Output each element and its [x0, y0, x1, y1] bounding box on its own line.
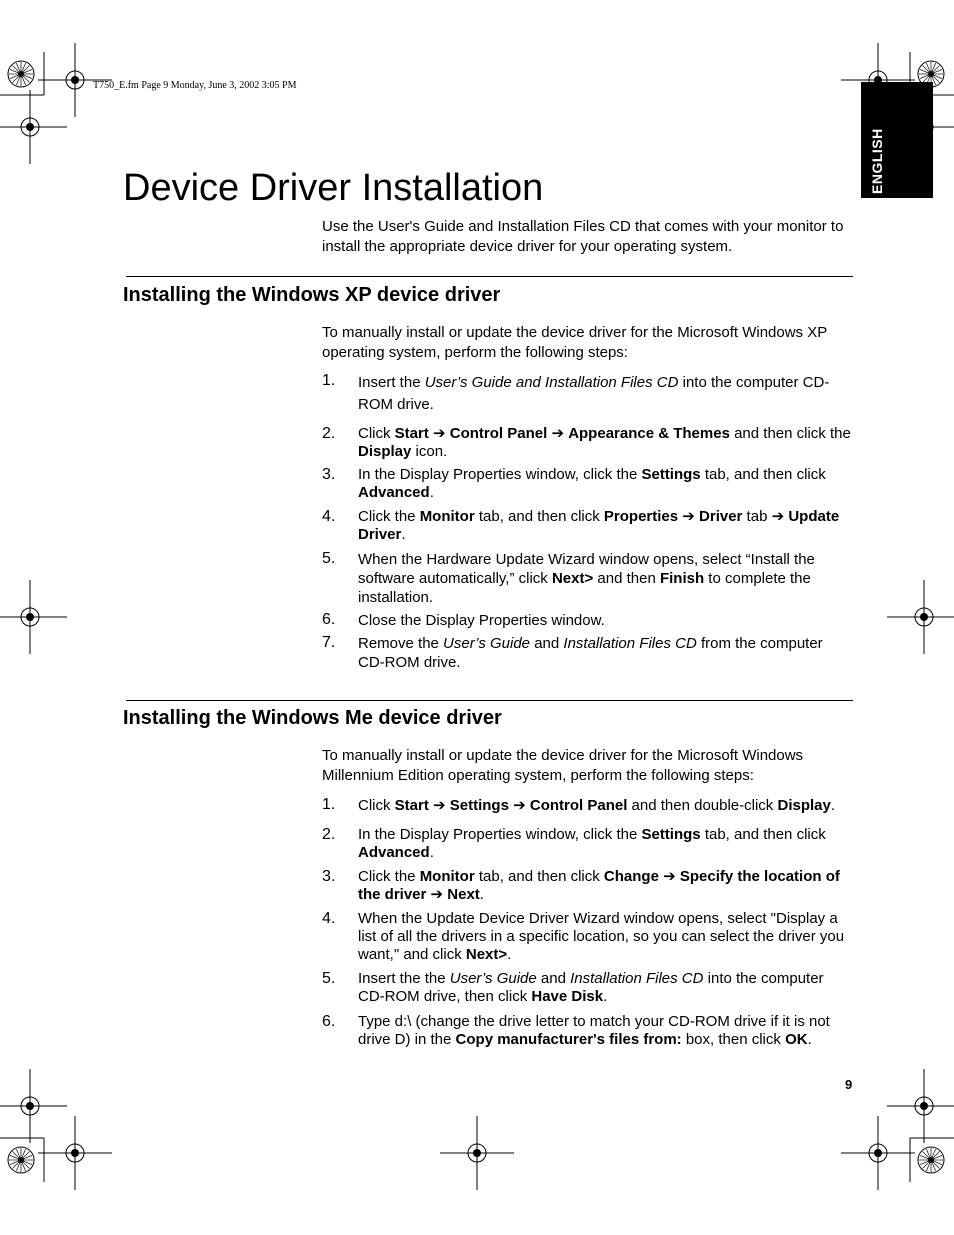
bold-term: Control Panel	[529, 797, 628, 814]
italic-term: Installation Files CD	[570, 970, 704, 987]
bold-term: Properties	[603, 508, 679, 525]
italic-term: Installation Files CD	[563, 635, 697, 652]
bold-term: Change	[603, 868, 659, 885]
bold-term: Next>	[465, 946, 508, 963]
bold-term: Next	[447, 886, 480, 903]
step-number: 4.	[322, 508, 336, 525]
step-text: Type d:\ (change the drive letter to match your CD-ROM drive if it is not drive D) in the Copy manufacturer's files from: box, then click OK.	[358, 1013, 830, 1048]
step-number: 4.	[322, 910, 336, 927]
page-number: 9	[845, 1077, 853, 1092]
bold-term: OK	[785, 1031, 808, 1048]
step-number: 6.	[322, 1013, 336, 1030]
section-title-xp: Installing the Windows XP device driver	[123, 284, 501, 306]
italic-term: User’s Guide and Installation Files CD	[424, 374, 679, 391]
bold-term: Monitor	[419, 868, 475, 885]
bold-term: Copy manufacturer's files from:	[455, 1031, 682, 1048]
step-number: 2.	[322, 425, 336, 442]
bold-term: Appearance & Themes	[568, 425, 730, 442]
bold-term: Next>	[551, 570, 594, 587]
section-intro-xp: To manually install or update the device driver for the Microsoft Windows XP operating system, perform the following steps:	[322, 324, 827, 361]
step-number: 5.	[322, 970, 336, 987]
bold-term: Finish	[659, 570, 705, 587]
bold-term: Have Disk	[531, 988, 604, 1005]
page-title: Device Driver Installation	[123, 167, 544, 209]
section-divider	[126, 276, 853, 277]
step-number: 1.	[322, 796, 336, 813]
page-intro: Use the User's Guide and Installation Files CD that comes with your monitor to install the appropriate device driver for your operating system.	[322, 218, 844, 255]
step-number: 3.	[322, 868, 336, 885]
bold-term: Advanced	[358, 484, 430, 501]
step-number: 2.	[322, 826, 336, 843]
language-tab-label: ENGLISH	[869, 128, 885, 194]
step-text: Close the Display Properties window.	[358, 612, 605, 629]
bold-term: Monitor	[419, 508, 475, 525]
section-divider	[126, 700, 853, 701]
step-number: 5.	[322, 550, 336, 567]
italic-term: User’s Guide	[449, 970, 537, 987]
section-intro-me: To manually install or update the device driver for the Microsoft Windows Millennium Edition operating system, perform the following steps:	[322, 747, 804, 784]
language-tab	[861, 82, 933, 198]
bold-term: Update Driver	[358, 508, 840, 543]
step-number: 6.	[322, 611, 336, 628]
print-header: T750_E.fm Page 9 Monday, June 3, 2002 3:05 PM	[93, 80, 297, 91]
bold-term: Settings	[641, 466, 701, 483]
bold-term: Display	[358, 443, 412, 460]
bold-term: Settings	[641, 826, 701, 843]
bold-term: Display	[777, 797, 831, 814]
step-text: Click the Monitor tab, and then click Properties ➔ Driver tab ➔ Update Driver.	[358, 508, 840, 543]
bold-term: Advanced	[358, 844, 430, 861]
bold-term: Specify the location of the driver	[358, 868, 840, 903]
italic-term: User’s Guide	[443, 635, 531, 652]
step-text: Click Start ➔ Settings ➔ Control Panel and then double-click Display.	[358, 797, 836, 814]
step-text: Click Start ➔ Control Panel ➔ Appearance & Themes and then click the Display icon.	[358, 425, 851, 460]
step-text: When the Hardware Update Wizard window opens, select “Install the software automatically,” click Next> and then Finish to complete the installation.	[358, 551, 815, 606]
bold-term: Control Panel	[449, 425, 548, 442]
step-text: In the Display Properties window, click the Settings tab, and then click Advanced.	[358, 466, 826, 501]
step-text: Insert the User’s Guide and Installation Files CD into the computer CD-ROM drive.	[358, 374, 830, 413]
bold-term: Start	[394, 425, 429, 442]
bold-term: Start	[394, 797, 429, 814]
step-text: Insert the the User’s Guide and Installation Files CD into the computer CD-ROM drive, then click Have Disk.	[358, 970, 824, 1005]
section-title-me: Installing the Windows Me device driver	[123, 707, 502, 729]
step-text: When the Update Device Driver Wizard window opens, select "Display a list of all the drivers in a specific location, so you can select the driver you want," and click Next>.	[358, 910, 845, 963]
step-number: 3.	[322, 466, 336, 483]
step-number: 7.	[322, 634, 336, 651]
bold-term: Settings	[449, 797, 509, 814]
step-text: Click the Monitor tab, and then click Change ➔ Specify the location of the driver ➔ Next.	[358, 868, 840, 903]
step-number: 1.	[322, 372, 336, 389]
bold-term: Driver	[699, 508, 743, 525]
step-text: Remove the User’s Guide and Installation Files CD from the computer CD-ROM drive.	[358, 635, 823, 671]
step-text: In the Display Properties window, click the Settings tab, and then click Advanced.	[358, 826, 826, 861]
